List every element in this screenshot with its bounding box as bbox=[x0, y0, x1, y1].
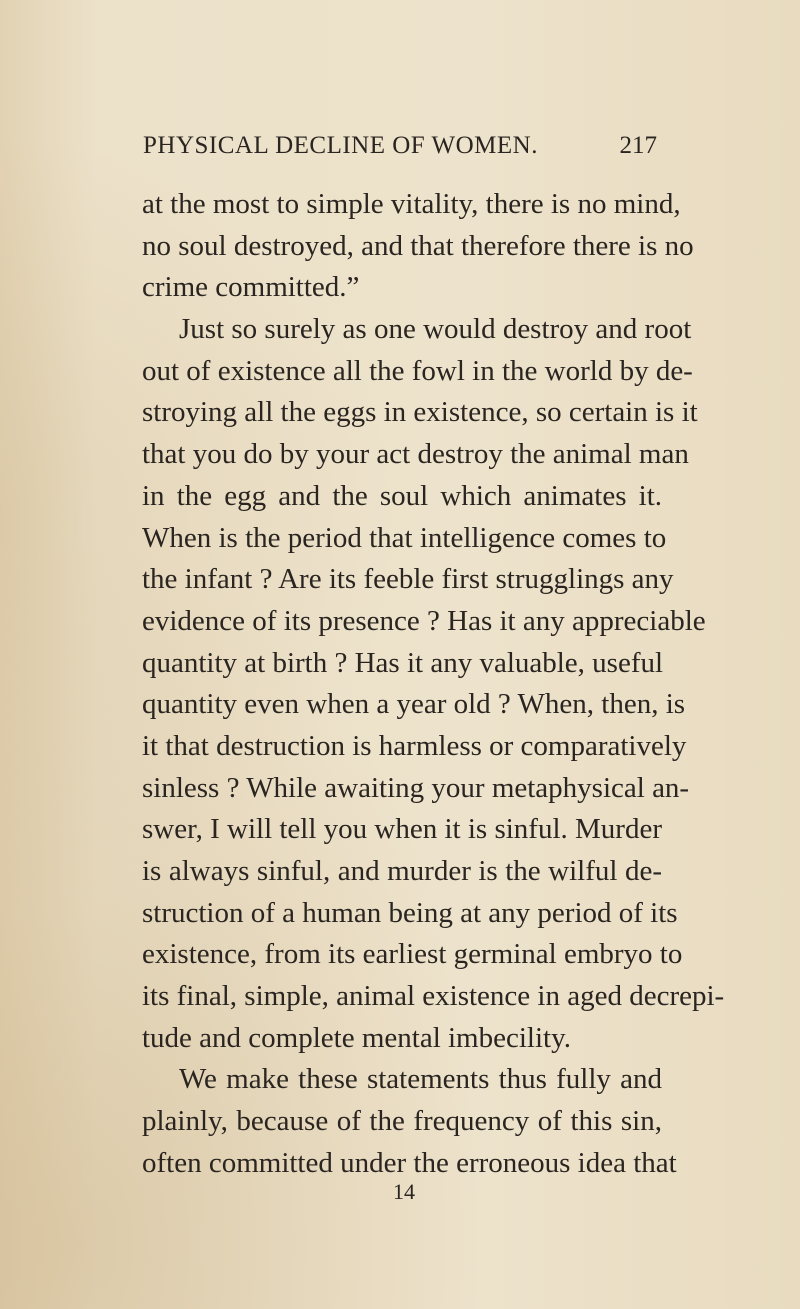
text-line: swer, I will tell you when it is sinful. Murder bbox=[142, 813, 662, 846]
text-line: is always sinful, and murder is the wilful de- bbox=[142, 855, 662, 887]
text-line: struction of a human being at any period of its bbox=[142, 896, 678, 929]
text-line: at the most to simple vitality, there is no mind, bbox=[142, 188, 681, 220]
text-line: its final, simple, animal existence in aged decrepi- bbox=[142, 980, 725, 1013]
text-line: often committed under the erroneous idea that bbox=[142, 1146, 677, 1179]
text-line: tude and complete mental imbecility. bbox=[142, 1021, 571, 1054]
signature-mark: 14 bbox=[393, 1179, 415, 1204]
text-line: crime committed.” bbox=[142, 271, 360, 304]
text-line: When is the period that intelligence comes to bbox=[142, 521, 667, 554]
text-line: that you do by your act destroy the animal man bbox=[142, 438, 689, 471]
text-line: We make these statements thus fully and bbox=[179, 1063, 662, 1096]
text-line: in the egg and the soul which animates it. bbox=[142, 479, 662, 512]
text-line: quantity at birth ? Has it any valuable, useful bbox=[142, 646, 664, 679]
text-line: no soul destroyed, and that therefore there is no bbox=[142, 229, 694, 262]
page-number: 217 bbox=[619, 132, 657, 159]
text-line: plainly, because of the frequency of this sin, bbox=[142, 1105, 662, 1138]
page-header bbox=[143, 132, 657, 166]
text-line: stroying all the eggs in existence, so certain is it bbox=[142, 396, 698, 429]
text-line: quantity even when a year old ? When, then, is bbox=[142, 688, 686, 721]
text-line: Just so surely as one would destroy and root bbox=[179, 313, 692, 346]
text-line: out of existence all the fowl in the world by de- bbox=[142, 354, 693, 387]
text-line: sinless ? While awaiting your metaphysical an- bbox=[142, 771, 690, 804]
text-line: evidence of its presence ? Has it any appreciable bbox=[142, 604, 706, 637]
text-line: existence, from its earliest germinal embryo to bbox=[142, 938, 683, 971]
text-line: the infant ? Are its feeble first strugglings any bbox=[142, 563, 674, 596]
text-line: it that destruction is harmless or comparatively bbox=[142, 729, 687, 762]
running-head: PHYSICAL DECLINE OF WOMEN. bbox=[143, 132, 538, 159]
body-text bbox=[142, 184, 725, 1185]
